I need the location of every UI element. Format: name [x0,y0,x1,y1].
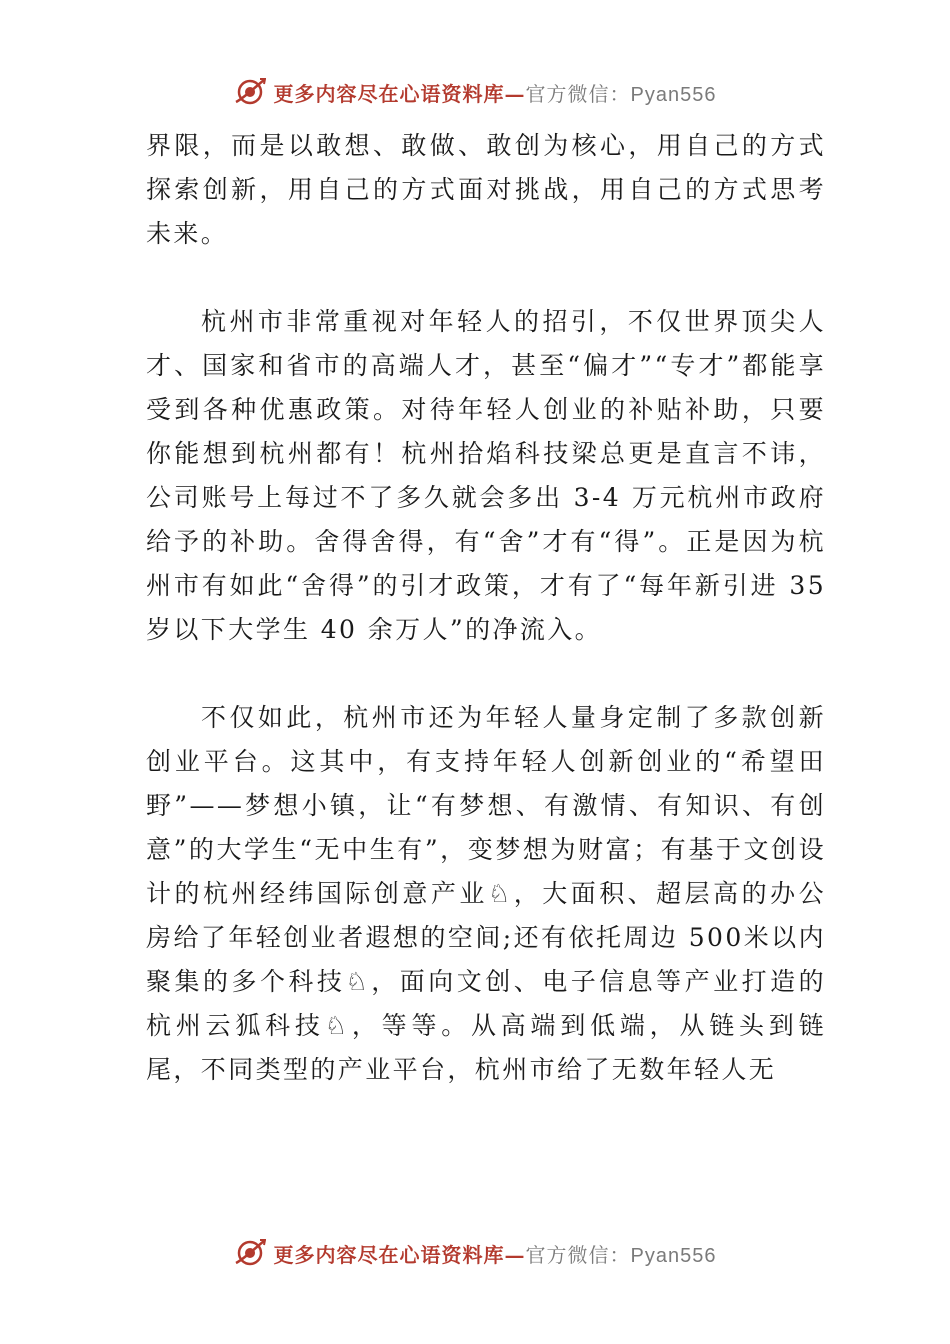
document-body [146,124,826,1092]
footer-text [274,1239,717,1268]
footer-wechat-id: Pyan556 [630,1244,717,1267]
paragraph-2: 杭州市非常重视对年轻人的招引，不仅世界顶尖人才、国家和省市的高端人才，甚至“偏才”“专才”都能享受到各种优惠政策。对待年轻人创业的补贴补助，只要你能想到杭州都有！杭州拾焰科技梁总更是直言不讳，公司账号上每过不了多久就会多出 3-4 万元杭州市政府给予的补助。舍得舍得，有“舍”才有“得”。正是因为杭州市有如此“舍得”的引才政策，才有了“每年新引进 35 岁以下大学生 40 余万人”的净流入。 [146,307,826,644]
footer-brand: 更多内容尽在心语资料库 [273,1242,505,1267]
paragraph-3: 不仅如此，杭州市还为年轻人量身定制了多款创新创业平台。这其中，有支持年轻人创新创业的“希望田野”——梦想小镇，让“有梦想、有激情、有知识、有创意”的大学生“无中生有”，变梦想为财富；有基于文创设计的杭州经纬国际创意产业♘，大面积、超层高的办公房给了年轻创业者遐想的空间;还有依托周边 500米以内聚集的多个科技♘，面向文创、电子信息等产业打造的杭州云狐科技♘，等等。从高端到低端，从链头到链尾，不同类型的产业平台，杭州市给了无数年轻人无 [146,703,826,1084]
header-banner [0,72,950,112]
paragraph-1: 界限，而是以敢想、敢做、敢创为核心，用自己的方式探索创新，用自己的方式面对挑战，用自己的方式思考未来。 [146,131,826,248]
header-wechat-id: Pyan556 [630,83,717,106]
header-wechat-label: 官方微信： [525,81,631,106]
header-brand: 更多内容尽在心语资料库 [273,81,505,106]
footer-separator: — [504,1242,526,1267]
footer-wechat-label: 官方微信： [525,1242,631,1267]
header-text [274,78,717,107]
footer-logo-icon [234,1237,266,1269]
brand-logo-icon [234,76,266,108]
footer-banner [0,1233,950,1273]
header-separator: — [504,81,526,106]
